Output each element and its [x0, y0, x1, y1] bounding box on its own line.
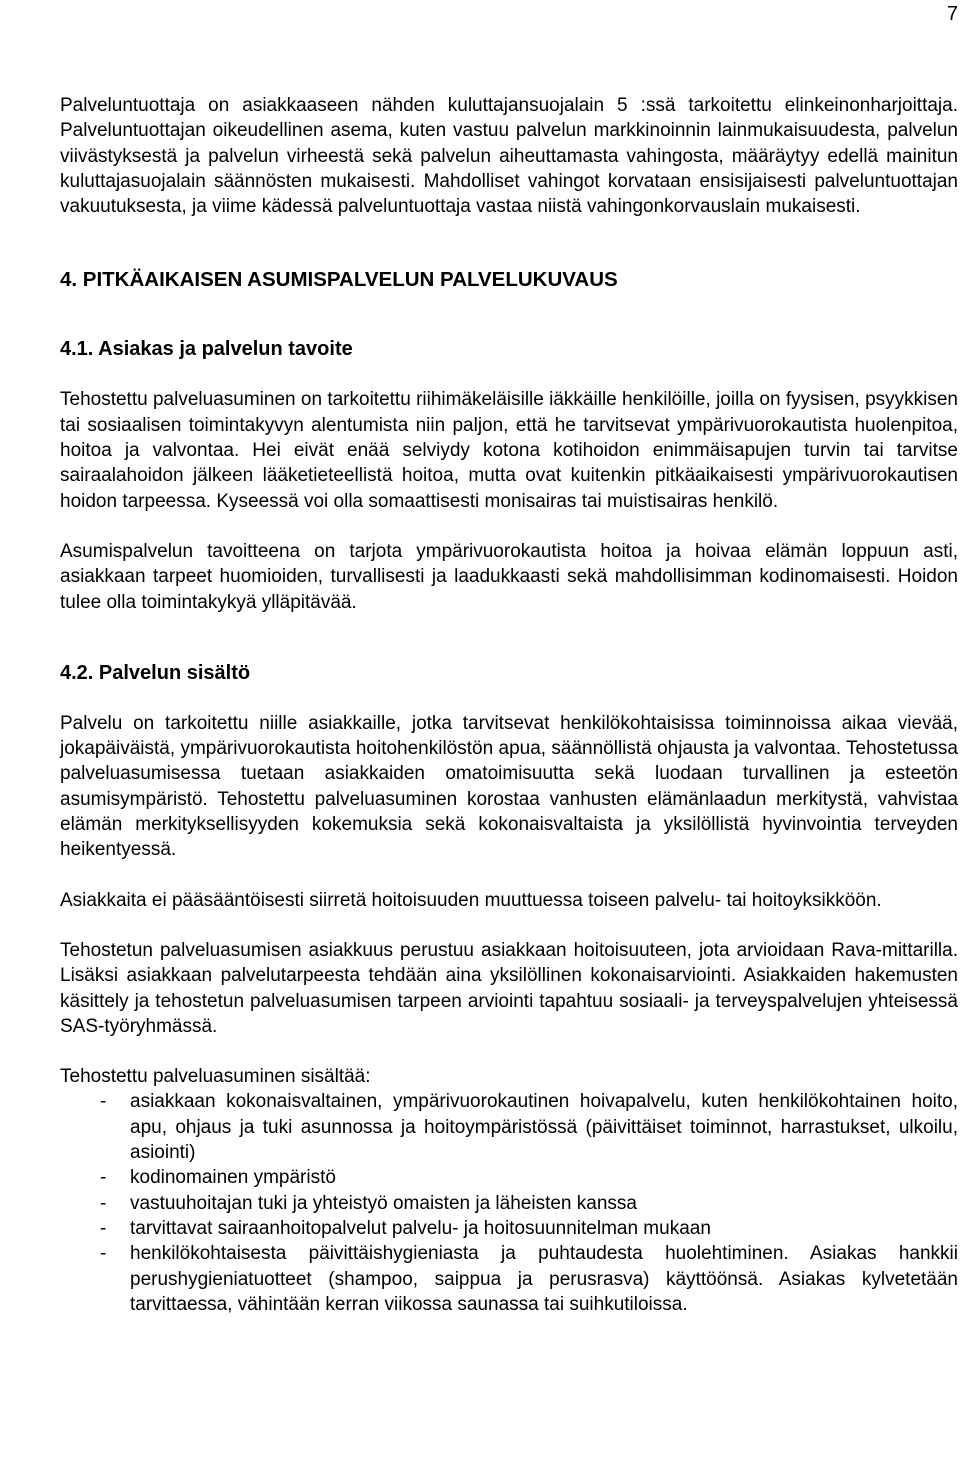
page-number: 7 — [946, 3, 958, 25]
section-4-2-paragraph: Palvelu on tarkoitettu niille asiakkaille, jotka tarvitsevat henkilökohtaisissa toiminnoissa aikaa vievää, jokapäiväistä, ympärivuorokautista hoitohenkilöstön apua, säännöllistä ohjausta ja valvontaa. Tehostetussa palveluasumisessa tuetaan asiakkaiden omatoimisuutta sekä luodaan turvallinen ja esteetön asumisympäristö. Tehostettu palveluasuminen korostaa vanhusten elämänlaadun merkitystä, vahvistaa elämän merkityksellisyyden kokemuksia sekä kokonaisvaltaista ja yksilöllistä hyvinvointia terveyden heikentyessä. — [60, 712, 958, 861]
section-4-2-paragraph: Tehostetun palveluasumisen asiakkuus perustuu asiakkaan hoitoisuuteen, jota arvioidaan Rava-mittarilla. Lisäksi asiakkaan palvelutarpeesta tehdään aina yksilöllinen kokonaisarviointi. Asiakkaiden hakemusten käsittely ja tehostetun palveluasumisen tarpeen arviointi tapahtuu sosiaali- ja terveyspalvelujen yhteisessä SAS-työryhmässä. — [60, 939, 958, 1037]
list-item — [60, 1165, 958, 1190]
list-item — [60, 1241, 958, 1317]
list-dash: - — [100, 1192, 107, 1214]
list-dash: - — [100, 1243, 107, 1265]
list-item-text: kodinomainen ympäristö — [130, 1167, 336, 1189]
section-4-1-heading: 4.1. Asiakas ja palvelun tavoite — [60, 338, 353, 361]
list-intro: Tehostettu palveluasuminen sisältää: — [60, 1066, 371, 1088]
list-item — [60, 1089, 958, 1165]
list-dash: - — [100, 1217, 107, 1239]
list-dash: - — [100, 1091, 107, 1113]
list-item-text: vastuuhoitajan tuki ja yhteistyö omaisten ja läheisten kanssa — [130, 1192, 637, 1214]
section-4-1-paragraph: Tehostettu palveluasuminen on tarkoitettu riihimäkeläisille iäkkäille henkilöille, joilla on fyysisen, psyykkisen tai sosiaalisen toimintakyvyn alentumista niin paljon, että he tarvitsevat ympärivuorokautista huolenpitoa, hoitoa ja valvontaa. Hei eivät enää selviydy kotona kotihoidon enimmäisapujen turvin tai tarvitse sairaalahoidon jälkeen lääketieteellistä hoitoa, mutta ovat kuitenkin pitkäaikaisesti ympärivuorokautisen hoidon tarpeessa. Kyseessä voi olla somaattisesti monisairas tai muistisairas henkilö. — [60, 389, 958, 512]
list-item-text: asiakkaan kokonaisvaltainen, ympärivuorokautinen hoivapalvelu, kuten henkilökohtainen hoito, apu, ohjaus ja tuki asunnossa ja hoitoympäristössä (päivittäiset toiminnot, harrastukset, ulkoilu, asiointi) — [130, 1091, 958, 1164]
list-item-text: henkilökohtaisesta päivittäishygieniasta ja puhtaudesta huolehtiminen. Asiakas hankkii perushygieniatuotteet (shampoo, saippua ja perusrasva) käyttöönsä. Asiakas kylvetetään tarvittaessa, vähintään kerran viikossa saunassa tai suihkutiloissa. — [130, 1243, 958, 1315]
list-item — [60, 1191, 958, 1216]
section-4-2-paragraph: Asiakkaita ei pääsääntöisesti siirretä hoitoisuuden muuttuessa toiseen palvelu- tai hoitoyksikköön. — [60, 889, 882, 911]
section-4-1-paragraph: Asumispalvelun tavoitteena on tarjota ympärivuorokautista hoitoa ja hoivaa elämän loppuun asti, asiakkaan tarpeet huomioiden, turvallisesti ja laadukkaasti sekä mahdollisimman kodinomaisesti. Hoidon tulee olla toimintakykyä ylläpitävää. — [60, 540, 958, 613]
list-dash: - — [100, 1167, 107, 1189]
intro-paragraph: Palveluntuottaja on asiakkaaseen nähden kuluttajansuojalain 5 :ssä tarkoitettu elinkeinonharjoittaja. Palveluntuottajan oikeudellinen asema, kuten vastuu palvelun markkinoinnin lainmukaisuudesta, palvelun viivästyksestä ja palvelun virheestä sekä palvelun aiheuttamasta vahingosta, määräytyy edellä mainitun kuluttajasuojalain säännösten mukaisesti. Mahdolliset vahingot korvataan ensisijaisesti palveluntuottajan vakuutuksesta, ja viime kädessä palveluntuottaja vastaa niistä vahingonkorvauslain mukaisesti. — [60, 95, 958, 218]
section-4-heading: 4. PITKÄAIKAISEN ASUMISPALVELUN PALVELUKUVAUS — [60, 268, 618, 292]
section-4-2-heading: 4.2. Palvelun sisältö — [60, 661, 251, 684]
list-item-text: tarvittavat sairaanhoitopalvelut palvelu- ja hoitosuunnitelman mukaan — [130, 1217, 711, 1239]
list-item — [60, 1216, 958, 1241]
services-list — [60, 1089, 958, 1317]
document-body — [60, 93, 958, 1317]
